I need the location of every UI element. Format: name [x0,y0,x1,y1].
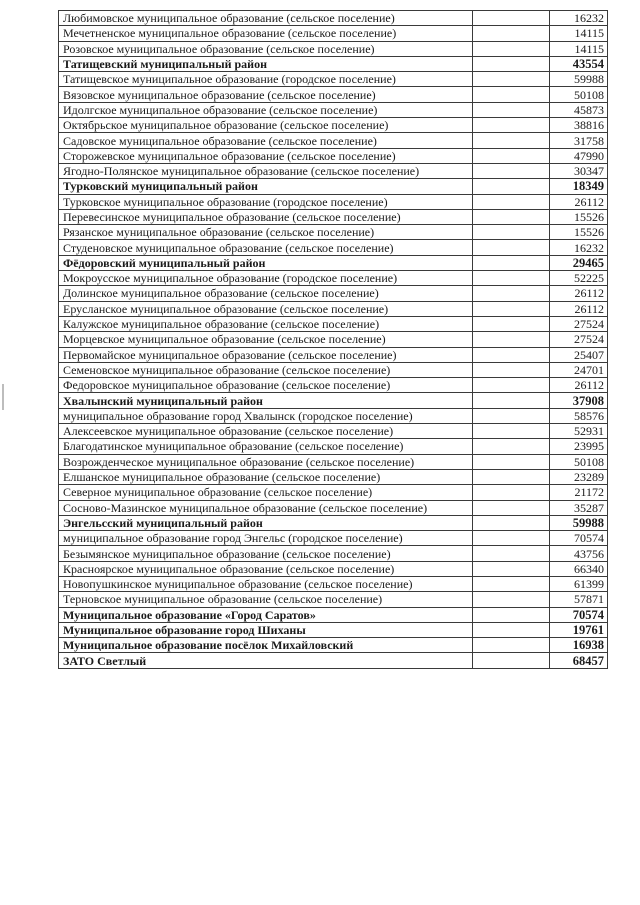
table-row-section [59,179,608,194]
row-value: 58576 [549,408,607,423]
table-row [59,271,608,286]
table-row [59,194,608,209]
row-name: Муниципальное образование город Шиханы [59,622,473,637]
table-row [59,469,608,484]
row-value: 21172 [549,485,607,500]
table-row [59,148,608,163]
table-row [59,26,608,41]
row-name: Студеновское муниципальное образование (сельское поселение) [59,240,473,255]
table-row [59,439,608,454]
empty-cell [472,332,549,347]
row-name: Сосново-Мазинское муниципальное образование (сельское поселение) [59,500,473,515]
row-name: Ягодно-Полянское муниципальное образование (сельское поселение) [59,163,473,178]
row-value: 31758 [549,133,607,148]
row-name: Ерусланское муниципальное образование (сельское поселение) [59,301,473,316]
empty-cell [472,225,549,240]
table-row [59,316,608,331]
empty-cell [472,56,549,71]
table-row [59,424,608,439]
row-value: 14115 [549,41,607,56]
row-name: Безымянское муниципальное образование (сельское поселение) [59,546,473,561]
table-row-section [59,515,608,530]
empty-cell [472,209,549,224]
row-value: 61399 [549,576,607,591]
table-row [59,225,608,240]
empty-cell [472,87,549,102]
empty-cell [472,118,549,133]
table-row [59,454,608,469]
row-value: 26112 [549,378,607,393]
row-name: муниципальное образование город Энгельс (городское поселение) [59,531,473,546]
empty-cell [472,255,549,270]
empty-cell [472,576,549,591]
row-value: 38816 [549,118,607,133]
empty-cell [472,378,549,393]
row-value: 30347 [549,163,607,178]
table-row [59,102,608,117]
empty-cell [472,546,549,561]
table-row [59,531,608,546]
table-row [59,286,608,301]
row-name: Садовское муниципальное образование (сельское поселение) [59,133,473,148]
row-name: Муниципальное образование посёлок Михайловский [59,638,473,653]
row-value: 52225 [549,271,607,286]
row-name: Благодатинское муниципальное образование (сельское поселение) [59,439,473,454]
row-name: Мечетненское муниципальное образование (сельское поселение) [59,26,473,41]
row-value: 15526 [549,209,607,224]
empty-cell [472,638,549,653]
table-row-section [59,393,608,408]
table-row [59,301,608,316]
empty-cell [472,362,549,377]
empty-cell [472,72,549,87]
row-value: 25407 [549,347,607,362]
row-value: 19761 [549,622,607,637]
table-row [59,362,608,377]
row-name: Рязанское муниципальное образование (сельское поселение) [59,225,473,240]
table-row [59,240,608,255]
table-row [59,485,608,500]
table-row [59,332,608,347]
table-row [59,11,608,26]
municipal-table [58,10,608,669]
row-name: Октябрьское муниципальное образование (сельское поселение) [59,118,473,133]
row-name: Первомайское муниципальное образование (сельское поселение) [59,347,473,362]
empty-cell [472,561,549,576]
row-value: 57871 [549,592,607,607]
empty-cell [472,26,549,41]
table-row [59,500,608,515]
empty-cell [472,653,549,668]
row-name: Энгельсский муниципальный район [59,515,473,530]
row-value: 27524 [549,316,607,331]
empty-cell [472,194,549,209]
table-row [59,408,608,423]
row-value: 16232 [549,240,607,255]
row-name: Мокроусское муниципальное образование (городское поселение) [59,271,473,286]
row-name: Турковское муниципальное образование (городское поселение) [59,194,473,209]
table-row [59,209,608,224]
row-name: Идолгское муниципальное образование (сельское поселение) [59,102,473,117]
empty-cell [472,439,549,454]
row-value: 37908 [549,393,607,408]
row-name: Федоровское муниципальное образование (сельское поселение) [59,378,473,393]
row-name: Сторожевское муниципальное образование (сельское поселение) [59,148,473,163]
row-value: 26112 [549,194,607,209]
empty-cell [472,240,549,255]
row-value: 59988 [549,72,607,87]
row-value: 70574 [549,531,607,546]
empty-cell [472,271,549,286]
table-row-section [59,607,608,622]
row-name: ЗАТО Светлый [59,653,473,668]
row-name: Розовское муниципальное образование (сельское поселение) [59,41,473,56]
empty-cell [472,622,549,637]
row-value: 16938 [549,638,607,653]
empty-cell [472,41,549,56]
row-value: 59988 [549,515,607,530]
row-value: 43554 [549,56,607,71]
row-name: Долинское муниципальное образование (сельское поселение) [59,286,473,301]
empty-cell [472,286,549,301]
row-value: 26112 [549,286,607,301]
table-row [59,163,608,178]
row-value: 50108 [549,454,607,469]
row-value: 14115 [549,26,607,41]
table-row-section [59,622,608,637]
table-row [59,561,608,576]
row-value: 24701 [549,362,607,377]
row-value: 35287 [549,500,607,515]
row-value: 66340 [549,561,607,576]
row-name: Любимовское муниципальное образование (сельское поселение) [59,11,473,26]
row-value: 15526 [549,225,607,240]
row-value: 18349 [549,179,607,194]
row-name: Турковский муниципальный район [59,179,473,194]
empty-cell [472,469,549,484]
row-value: 52931 [549,424,607,439]
row-name: Татищевское муниципальное образование (городское поселение) [59,72,473,87]
row-name: Муниципальное образование «Город Саратов» [59,607,473,622]
table-row-section [59,255,608,270]
empty-cell [472,393,549,408]
table-body [59,11,608,669]
empty-cell [472,485,549,500]
row-name: Вязовское муниципальное образование (сельское поселение) [59,87,473,102]
row-name: Калужское муниципальное образование (сельское поселение) [59,316,473,331]
empty-cell [472,316,549,331]
row-value: 23289 [549,469,607,484]
row-value: 45873 [549,102,607,117]
table-row-section [59,56,608,71]
empty-cell [472,408,549,423]
empty-cell [472,424,549,439]
row-name: Возрожденческое муниципальное образование (сельское поселение) [59,454,473,469]
table-row-section [59,638,608,653]
row-name: Северное муниципальное образование (сельское поселение) [59,485,473,500]
row-name: Перевесинское муниципальное образование (сельское поселение) [59,209,473,224]
row-name: Новопушкинское муниципальное образование (сельское поселение) [59,576,473,591]
table-row [59,592,608,607]
row-value: 70574 [549,607,607,622]
empty-cell [472,133,549,148]
table-row [59,347,608,362]
table-row [59,576,608,591]
row-value: 23995 [549,439,607,454]
row-value: 29465 [549,255,607,270]
row-name: Алексеевское муниципальное образование (сельское поселение) [59,424,473,439]
table-row [59,41,608,56]
row-value: 26112 [549,301,607,316]
empty-cell [472,500,549,515]
row-value: 68457 [549,653,607,668]
empty-cell [472,347,549,362]
table-row [59,87,608,102]
empty-cell [472,515,549,530]
table-row-section [59,653,608,668]
row-name: Елшанское муниципальное образование (сельское поселение) [59,469,473,484]
row-name: Красноярское муниципальное образование (сельское поселение) [59,561,473,576]
row-name: Хвалынский муниципальный район [59,393,473,408]
row-name: Татищевский муниципальный район [59,56,473,71]
row-value: 27524 [549,332,607,347]
row-value: 43756 [549,546,607,561]
row-name: Терновское муниципальное образование (сельское поселение) [59,592,473,607]
scan-edge-mark [2,384,4,410]
empty-cell [472,163,549,178]
row-name: Фёдоровский муниципальный район [59,255,473,270]
row-name: Семеновское муниципальное образование (сельское поселение) [59,362,473,377]
empty-cell [472,454,549,469]
empty-cell [472,179,549,194]
table-row [59,546,608,561]
empty-cell [472,301,549,316]
row-value: 50108 [549,87,607,102]
empty-cell [472,102,549,117]
empty-cell [472,148,549,163]
empty-cell [472,592,549,607]
row-name: муниципальное образование город Хвалынск (городское поселение) [59,408,473,423]
table-row [59,118,608,133]
row-value: 16232 [549,11,607,26]
empty-cell [472,607,549,622]
table-row [59,378,608,393]
table-row [59,72,608,87]
row-name: Морцевское муниципальное образование (сельское поселение) [59,332,473,347]
empty-cell [472,531,549,546]
empty-cell [472,11,549,26]
table-row [59,133,608,148]
row-value: 47990 [549,148,607,163]
